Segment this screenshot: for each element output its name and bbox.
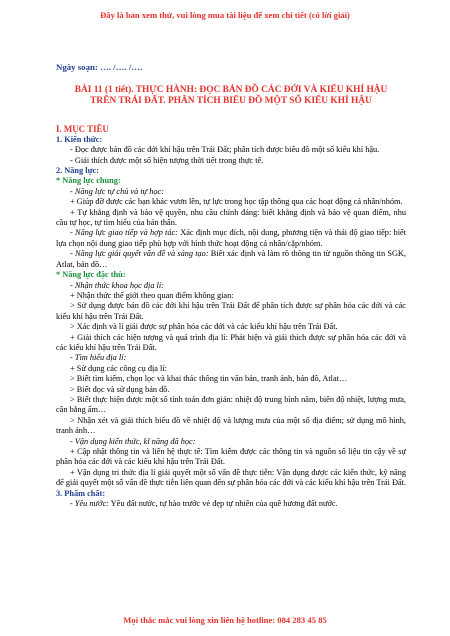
paragraph: > Sử dụng được bản đồ các đới khí hậu trên Trái Đất để phân tích được sự phân hóa các đới và các kiểu khí hậu trên Trái Đất. (56, 301, 406, 321)
prep-date: Ngày soạn: …. /…. /…. (56, 62, 143, 72)
paragraph: > Biết đọc và sử dụng bản đồ. (70, 384, 170, 394)
paragraph: - Giải thích được một số hiện tượng thời tiết trong thực tế. (70, 155, 264, 165)
paragraph: + Nhận thức thế giới theo quan điểm không gian: (70, 290, 234, 300)
heading-general-competency: * Năng lực chung: (56, 176, 121, 186)
paragraph: + Sử dụng các công cụ địa lí: (70, 363, 167, 373)
subheading-knowledge: 1. Kiến thức: (56, 134, 103, 144)
paragraph: + Tự khẳng định và bảo vệ quyền, nhu cầu chính đáng: biết khẳng định và bảo vệ quan điểm, nhu cầu tự học, tự tìm hiểu của bản thân. (56, 207, 406, 228)
paragraph-lead: - Năng lực giao tiếp và hợp tác: (70, 228, 178, 238)
paragraph: - Vận dụng kiến thức, kĩ năng đã học: (70, 436, 196, 446)
preview-notice: Đây là bản xem thử, vui lòng mua tài liệu để xem chi tiết (có lời giải) (100, 10, 350, 20)
paragraph: + Giúp đỡ được các bạn khác vươn lên, tự lực trong học tập thông qua các hoạt động cá nhân/nhóm. (70, 197, 403, 207)
section-heading-objectives: I. MỤC TIÊU (56, 124, 109, 135)
heading-specific-competency: * Năng lực đặc thù: (56, 270, 126, 280)
paragraph: > Xác định và lí giải được sự phân hóa các đới và các kiểu khí hậu trên Trái Đất. (70, 322, 338, 332)
paragraph: > Biết tìm kiếm, chọn lọc và khai thác thông tin văn bản, tranh ảnh, bản đồ, Atlat… (70, 374, 348, 384)
paragraph: + Vận dụng tri thức địa lí giải quyết một số vấn đề thực tiễn: Vận dụng được các kiến thức, kỹ năng để giải quyết một số vấn đề thực tiễn liên quan đến sự phân hóa các đới và các kiểu khí hậu trên Trái Đất. (56, 467, 407, 488)
subheading-qualities: 3. Phẩm chất: (56, 488, 106, 498)
paragraph (56, 249, 406, 270)
paragraph (56, 228, 406, 249)
paragraph: + Cập nhật thông tin và liên hệ thực tế: Tìm kiếm được các thông tin và nguồn số liệu tin cậy về sự phân hóa các đới và các kiểu khí hậu trên Trái Đất. (56, 447, 406, 467)
paragraph: > Biết thực hiện được một số tính toán đơn giản: nhiệt độ trung bình năm, biên độ nhiệt, lượng mưa, cân bằng ẩm… (56, 394, 406, 415)
paragraph-lead: - Năng lực giải quyết vấn đề và sáng tạo: (70, 249, 209, 259)
paragraph-text: Biết xác định và làm rõ thông tin từ nguồn thông tin SGK, Atlat, bản đồ… (56, 249, 406, 269)
hotline-notice: Mọi thắc mắc vui lòng xin liên hệ hotline: 084 283 45 85 (123, 615, 327, 625)
lesson-title: BÀI 11 (1 tiết). THỰC HÀNH: ĐỌC BẢN ĐỒ CÁC ĐỚI VÀ KIỂU KHÍ HẬU TRÊN TRÁI ĐẤT. PHÂN TÍCH BIỂU ĐỒ MỘT SỐ KIỂU KHÍ HẬU (74, 85, 388, 107)
paragraph: - Nhận thức khoa học địa lí: (70, 280, 164, 290)
paragraph-text: Yêu đất nước, tự hào trước vẻ đẹp tự nhiên của quê hương đất nước. (108, 499, 338, 509)
document-body (56, 62, 406, 509)
paragraph-text: Xác định mục đích, nội dung, phương tiện và thái độ giao tiếp: biết lựa chọn nội dung giao tiếp phù hợp với hình thức hoạt động cá nhân/cặp/nhóm. (56, 228, 406, 248)
paragraph: - Năng lực tự chủ và tự học: (70, 186, 164, 196)
paragraph: + Giải thích các hiện tượng và quá trình địa lí: Phát hiện và giải thích được sự phân hóa các đới và các kiểu khí hậu trên Trái Đất. (56, 332, 406, 352)
paragraph: - Tìm hiểu địa lí: (70, 353, 127, 363)
paragraph: - Đọc được bản đồ các đới khí hậu trên Trái Đất; phân tích được biểu đồ một số kiểu khí hậu. (70, 145, 380, 155)
paragraph: > Nhận xét và giải thích biểu đồ về nhiệt độ và lượng mưa của một số địa điểm; sử dụng mô hình, tranh ảnh… (56, 415, 406, 436)
paragraph (56, 499, 406, 509)
subheading-competency: 2. Năng lực: (56, 166, 100, 176)
paragraph-lead: - Yêu nước: (70, 499, 109, 509)
